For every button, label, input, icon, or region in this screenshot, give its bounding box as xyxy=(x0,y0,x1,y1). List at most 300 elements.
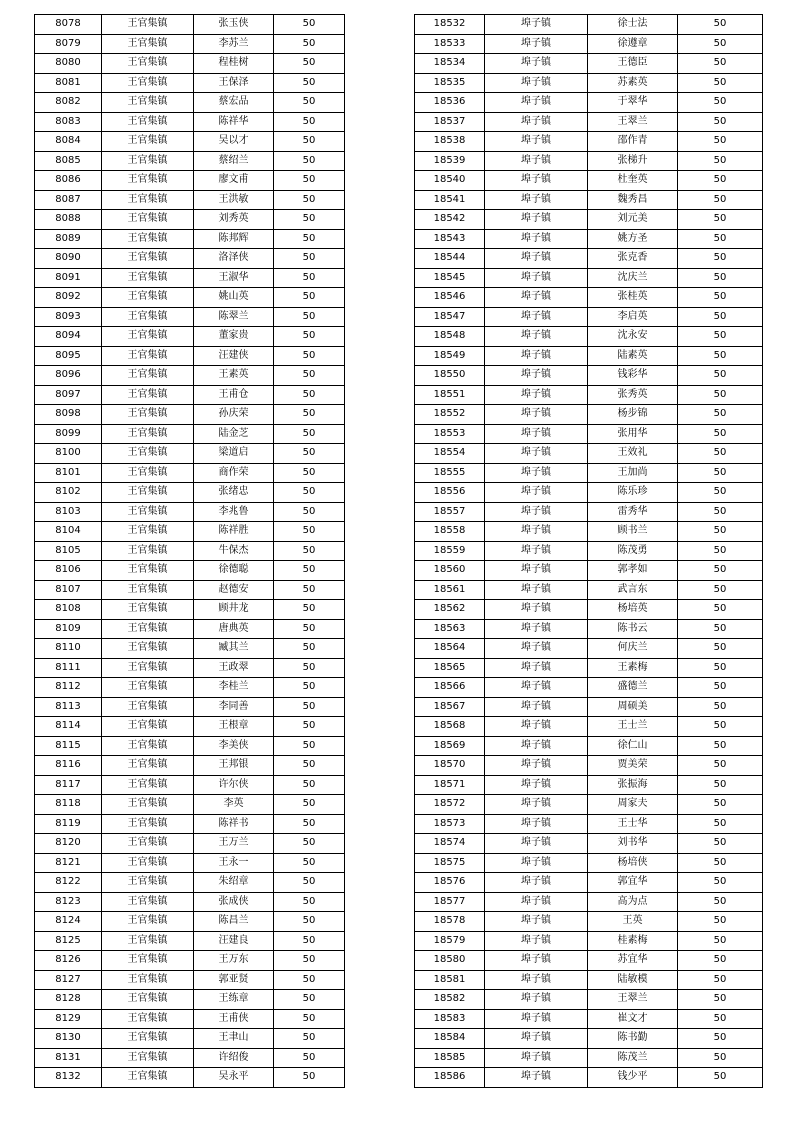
row-number-cell: 8084 xyxy=(35,132,102,152)
row-number-cell: 8114 xyxy=(35,717,102,737)
name-cell: 陈祥胜 xyxy=(194,522,274,542)
table-row xyxy=(415,892,763,912)
name-cell: 苏宜华 xyxy=(588,951,678,971)
name-cell: 陈邦辉 xyxy=(194,229,274,249)
town-cell: 埠子镇 xyxy=(485,834,588,854)
town-cell: 王官集镇 xyxy=(102,717,194,737)
name-cell: 王翠兰 xyxy=(588,990,678,1010)
name-cell: 刘秀英 xyxy=(194,210,274,230)
table-row xyxy=(415,717,763,737)
amount-cell: 50 xyxy=(678,678,763,698)
name-cell: 张梯升 xyxy=(588,151,678,171)
table-row xyxy=(35,171,345,191)
town-cell: 埠子镇 xyxy=(485,132,588,152)
row-number-cell: 18584 xyxy=(415,1029,485,1049)
amount-cell: 50 xyxy=(274,814,345,834)
amount-cell: 50 xyxy=(678,346,763,366)
amount-cell: 50 xyxy=(678,444,763,464)
name-cell: 郭亚贤 xyxy=(194,970,274,990)
name-cell: 杨步锦 xyxy=(588,405,678,425)
amount-cell: 50 xyxy=(274,775,345,795)
table-row xyxy=(415,756,763,776)
amount-cell: 50 xyxy=(678,34,763,54)
name-cell: 贾美荣 xyxy=(588,756,678,776)
name-cell: 陈茂勇 xyxy=(588,541,678,561)
row-number-cell: 8086 xyxy=(35,171,102,191)
name-cell: 杜奎英 xyxy=(588,171,678,191)
town-cell: 埠子镇 xyxy=(485,54,588,74)
table-row xyxy=(35,834,345,854)
town-cell: 埠子镇 xyxy=(485,912,588,932)
town-cell: 埠子镇 xyxy=(485,931,588,951)
name-cell: 董家贵 xyxy=(194,327,274,347)
name-cell: 张绪忠 xyxy=(194,483,274,503)
amount-cell: 50 xyxy=(678,717,763,737)
town-cell: 王官集镇 xyxy=(102,600,194,620)
amount-cell: 50 xyxy=(274,34,345,54)
row-number-cell: 18556 xyxy=(415,483,485,503)
name-cell: 徐仁山 xyxy=(588,736,678,756)
row-number-cell: 8120 xyxy=(35,834,102,854)
amount-cell: 50 xyxy=(678,210,763,230)
right-roster-table xyxy=(414,14,763,1088)
name-cell: 赵德安 xyxy=(194,580,274,600)
town-cell: 王官集镇 xyxy=(102,132,194,152)
town-cell: 埠子镇 xyxy=(485,522,588,542)
table-row xyxy=(35,483,345,503)
name-cell: 唐典英 xyxy=(194,619,274,639)
row-number-cell: 18546 xyxy=(415,288,485,308)
town-cell: 王官集镇 xyxy=(102,327,194,347)
table-row xyxy=(415,951,763,971)
town-cell: 王官集镇 xyxy=(102,853,194,873)
table-row xyxy=(35,151,345,171)
town-cell: 王官集镇 xyxy=(102,775,194,795)
row-number-cell: 18543 xyxy=(415,229,485,249)
town-cell: 王官集镇 xyxy=(102,54,194,74)
row-number-cell: 8112 xyxy=(35,678,102,698)
row-number-cell: 18586 xyxy=(415,1068,485,1088)
town-cell: 埠子镇 xyxy=(485,658,588,678)
amount-cell: 50 xyxy=(678,112,763,132)
amount-cell: 50 xyxy=(678,892,763,912)
name-cell: 蔡绍兰 xyxy=(194,151,274,171)
amount-cell: 50 xyxy=(678,697,763,717)
town-cell: 王官集镇 xyxy=(102,483,194,503)
name-cell: 汪建良 xyxy=(194,931,274,951)
table-row xyxy=(415,73,763,93)
table-row xyxy=(415,268,763,288)
amount-cell: 50 xyxy=(274,229,345,249)
amount-cell: 50 xyxy=(274,346,345,366)
amount-cell: 50 xyxy=(274,853,345,873)
table-row xyxy=(35,873,345,893)
row-number-cell: 18580 xyxy=(415,951,485,971)
table-row xyxy=(35,892,345,912)
town-cell: 埠子镇 xyxy=(485,678,588,698)
row-number-cell: 18565 xyxy=(415,658,485,678)
table-row xyxy=(35,931,345,951)
name-cell: 王甫仓 xyxy=(194,385,274,405)
amount-cell: 50 xyxy=(678,132,763,152)
row-number-cell: 8126 xyxy=(35,951,102,971)
name-cell: 陆素英 xyxy=(588,346,678,366)
town-cell: 王官集镇 xyxy=(102,424,194,444)
town-cell: 王官集镇 xyxy=(102,912,194,932)
name-cell: 郭孝如 xyxy=(588,561,678,581)
town-cell: 王官集镇 xyxy=(102,522,194,542)
row-number-cell: 8090 xyxy=(35,249,102,269)
town-cell: 埠子镇 xyxy=(485,190,588,210)
amount-cell: 50 xyxy=(274,834,345,854)
town-cell: 埠子镇 xyxy=(485,502,588,522)
amount-cell: 50 xyxy=(678,15,763,35)
town-cell: 王官集镇 xyxy=(102,444,194,464)
row-number-cell: 18583 xyxy=(415,1009,485,1029)
town-cell: 王官集镇 xyxy=(102,463,194,483)
amount-cell: 50 xyxy=(678,541,763,561)
amount-cell: 50 xyxy=(678,600,763,620)
name-cell: 何庆兰 xyxy=(588,639,678,659)
table-row xyxy=(415,990,763,1010)
row-number-cell: 18554 xyxy=(415,444,485,464)
amount-cell: 50 xyxy=(678,931,763,951)
row-number-cell: 18549 xyxy=(415,346,485,366)
name-cell: 于翠华 xyxy=(588,93,678,113)
town-cell: 王官集镇 xyxy=(102,210,194,230)
row-number-cell: 18585 xyxy=(415,1048,485,1068)
table-row xyxy=(415,229,763,249)
town-cell: 埠子镇 xyxy=(485,873,588,893)
row-number-cell: 8121 xyxy=(35,853,102,873)
name-cell: 许绍俊 xyxy=(194,1048,274,1068)
table-row xyxy=(415,210,763,230)
table-row xyxy=(35,1068,345,1088)
table-row xyxy=(35,346,345,366)
town-cell: 埠子镇 xyxy=(485,561,588,581)
row-number-cell: 8099 xyxy=(35,424,102,444)
row-number-cell: 8118 xyxy=(35,795,102,815)
town-cell: 埠子镇 xyxy=(485,151,588,171)
town-cell: 王官集镇 xyxy=(102,1068,194,1088)
town-cell: 王官集镇 xyxy=(102,658,194,678)
table-row xyxy=(415,561,763,581)
amount-cell: 50 xyxy=(274,54,345,74)
amount-cell: 50 xyxy=(678,73,763,93)
town-cell: 王官集镇 xyxy=(102,736,194,756)
row-number-cell: 18532 xyxy=(415,15,485,35)
name-cell: 陈乐珍 xyxy=(588,483,678,503)
amount-cell: 50 xyxy=(678,171,763,191)
name-cell: 李美侠 xyxy=(194,736,274,756)
amount-cell: 50 xyxy=(274,288,345,308)
row-number-cell: 18563 xyxy=(415,619,485,639)
row-number-cell: 18550 xyxy=(415,366,485,386)
row-number-cell: 8131 xyxy=(35,1048,102,1068)
amount-cell: 50 xyxy=(274,210,345,230)
amount-cell: 50 xyxy=(274,619,345,639)
table-row xyxy=(415,736,763,756)
table-row xyxy=(35,717,345,737)
amount-cell: 50 xyxy=(274,795,345,815)
amount-cell: 50 xyxy=(274,424,345,444)
name-cell: 王英 xyxy=(588,912,678,932)
row-number-cell: 18553 xyxy=(415,424,485,444)
table-row xyxy=(415,171,763,191)
row-number-cell: 18571 xyxy=(415,775,485,795)
town-cell: 王官集镇 xyxy=(102,873,194,893)
amount-cell: 50 xyxy=(274,639,345,659)
amount-cell: 50 xyxy=(678,756,763,776)
row-number-cell: 8125 xyxy=(35,931,102,951)
table-row xyxy=(415,327,763,347)
table-row xyxy=(415,639,763,659)
table-row xyxy=(415,619,763,639)
name-cell: 沈永安 xyxy=(588,327,678,347)
table-row xyxy=(35,288,345,308)
row-number-cell: 18570 xyxy=(415,756,485,776)
table-row xyxy=(35,366,345,386)
table-row xyxy=(35,1048,345,1068)
town-cell: 埠子镇 xyxy=(485,814,588,834)
name-cell: 邵作青 xyxy=(588,132,678,152)
name-cell: 徐遵章 xyxy=(588,34,678,54)
name-cell: 姚方圣 xyxy=(588,229,678,249)
name-cell: 王万东 xyxy=(194,951,274,971)
table-row xyxy=(35,600,345,620)
left-roster-body xyxy=(35,15,345,1088)
amount-cell: 50 xyxy=(274,171,345,191)
row-number-cell: 18555 xyxy=(415,463,485,483)
row-number-cell: 8098 xyxy=(35,405,102,425)
town-cell: 王官集镇 xyxy=(102,151,194,171)
row-number-cell: 18548 xyxy=(415,327,485,347)
amount-cell: 50 xyxy=(274,132,345,152)
town-cell: 埠子镇 xyxy=(485,34,588,54)
town-cell: 埠子镇 xyxy=(485,853,588,873)
amount-cell: 50 xyxy=(678,1029,763,1049)
town-cell: 埠子镇 xyxy=(485,619,588,639)
town-cell: 埠子镇 xyxy=(485,229,588,249)
name-cell: 武言东 xyxy=(588,580,678,600)
name-cell: 盛德兰 xyxy=(588,678,678,698)
row-number-cell: 8107 xyxy=(35,580,102,600)
town-cell: 王官集镇 xyxy=(102,1009,194,1029)
amount-cell: 50 xyxy=(274,15,345,35)
town-cell: 埠子镇 xyxy=(485,580,588,600)
table-row xyxy=(415,873,763,893)
name-cell: 沈庆兰 xyxy=(588,268,678,288)
table-row xyxy=(35,229,345,249)
town-cell: 王官集镇 xyxy=(102,171,194,191)
name-cell: 臧其兰 xyxy=(194,639,274,659)
amount-cell: 50 xyxy=(678,1009,763,1029)
row-number-cell: 8111 xyxy=(35,658,102,678)
table-row xyxy=(415,385,763,405)
table-row xyxy=(415,795,763,815)
name-cell: 张克香 xyxy=(588,249,678,269)
table-row xyxy=(415,522,763,542)
name-cell: 许尔侠 xyxy=(194,775,274,795)
table-row xyxy=(415,405,763,425)
table-row xyxy=(415,1009,763,1029)
right-roster-body xyxy=(415,15,763,1088)
name-cell: 王素英 xyxy=(194,366,274,386)
table-row xyxy=(415,970,763,990)
table-row xyxy=(415,912,763,932)
amount-cell: 50 xyxy=(678,1048,763,1068)
row-number-cell: 8128 xyxy=(35,990,102,1010)
amount-cell: 50 xyxy=(678,853,763,873)
name-cell: 陈茂兰 xyxy=(588,1048,678,1068)
table-row xyxy=(35,132,345,152)
name-cell: 张桂英 xyxy=(588,288,678,308)
table-row xyxy=(35,502,345,522)
name-cell: 徐士法 xyxy=(588,15,678,35)
row-number-cell: 8085 xyxy=(35,151,102,171)
name-cell: 陈书云 xyxy=(588,619,678,639)
amount-cell: 50 xyxy=(274,502,345,522)
table-row xyxy=(415,853,763,873)
town-cell: 王官集镇 xyxy=(102,15,194,35)
row-number-cell: 8115 xyxy=(35,736,102,756)
amount-cell: 50 xyxy=(678,970,763,990)
town-cell: 埠子镇 xyxy=(485,483,588,503)
table-row xyxy=(415,366,763,386)
town-cell: 王官集镇 xyxy=(102,619,194,639)
amount-cell: 50 xyxy=(274,892,345,912)
name-cell: 商作荣 xyxy=(194,463,274,483)
amount-cell: 50 xyxy=(274,541,345,561)
amount-cell: 50 xyxy=(274,931,345,951)
table-row xyxy=(415,580,763,600)
town-cell: 王官集镇 xyxy=(102,190,194,210)
table-row xyxy=(415,1048,763,1068)
row-number-cell: 18534 xyxy=(415,54,485,74)
table-row xyxy=(415,249,763,269)
table-row xyxy=(415,132,763,152)
town-cell: 王官集镇 xyxy=(102,502,194,522)
table-row xyxy=(35,814,345,834)
table-row xyxy=(35,463,345,483)
town-cell: 王官集镇 xyxy=(102,112,194,132)
amount-cell: 50 xyxy=(678,249,763,269)
amount-cell: 50 xyxy=(678,463,763,483)
row-number-cell: 8122 xyxy=(35,873,102,893)
name-cell: 陈昌兰 xyxy=(194,912,274,932)
name-cell: 王素梅 xyxy=(588,658,678,678)
town-cell: 埠子镇 xyxy=(485,171,588,191)
table-row xyxy=(35,990,345,1010)
town-cell: 埠子镇 xyxy=(485,1068,588,1088)
town-cell: 埠子镇 xyxy=(485,288,588,308)
row-number-cell: 18572 xyxy=(415,795,485,815)
row-number-cell: 8081 xyxy=(35,73,102,93)
row-number-cell: 8096 xyxy=(35,366,102,386)
table-row xyxy=(415,424,763,444)
town-cell: 埠子镇 xyxy=(485,210,588,230)
amount-cell: 50 xyxy=(274,93,345,113)
table-row xyxy=(415,151,763,171)
town-cell: 埠子镇 xyxy=(485,775,588,795)
name-cell: 陈书勤 xyxy=(588,1029,678,1049)
town-cell: 埠子镇 xyxy=(485,717,588,737)
row-number-cell: 8130 xyxy=(35,1029,102,1049)
town-cell: 王官集镇 xyxy=(102,639,194,659)
name-cell: 周硕美 xyxy=(588,697,678,717)
amount-cell: 50 xyxy=(678,93,763,113)
town-cell: 王官集镇 xyxy=(102,73,194,93)
row-number-cell: 18542 xyxy=(415,210,485,230)
row-number-cell: 18540 xyxy=(415,171,485,191)
table-row xyxy=(415,15,763,35)
table-row xyxy=(35,34,345,54)
table-row xyxy=(35,112,345,132)
amount-cell: 50 xyxy=(274,736,345,756)
name-cell: 张秀英 xyxy=(588,385,678,405)
row-number-cell: 18536 xyxy=(415,93,485,113)
amount-cell: 50 xyxy=(678,639,763,659)
town-cell: 埠子镇 xyxy=(485,639,588,659)
name-cell: 桂素梅 xyxy=(588,931,678,951)
table-row xyxy=(35,619,345,639)
amount-cell: 50 xyxy=(274,717,345,737)
name-cell: 王士华 xyxy=(588,814,678,834)
amount-cell: 50 xyxy=(274,268,345,288)
name-cell: 钱少平 xyxy=(588,1068,678,1088)
table-row xyxy=(35,210,345,230)
table-row xyxy=(35,307,345,327)
amount-cell: 50 xyxy=(274,405,345,425)
town-cell: 埠子镇 xyxy=(485,424,588,444)
name-cell: 杨培英 xyxy=(588,600,678,620)
town-cell: 王官集镇 xyxy=(102,951,194,971)
amount-cell: 50 xyxy=(678,658,763,678)
row-number-cell: 8093 xyxy=(35,307,102,327)
amount-cell: 50 xyxy=(678,385,763,405)
name-cell: 吴永平 xyxy=(194,1068,274,1088)
amount-cell: 50 xyxy=(678,424,763,444)
town-cell: 王官集镇 xyxy=(102,834,194,854)
amount-cell: 50 xyxy=(678,522,763,542)
table-row xyxy=(415,54,763,74)
amount-cell: 50 xyxy=(678,951,763,971)
town-cell: 王官集镇 xyxy=(102,1048,194,1068)
table-row xyxy=(35,970,345,990)
row-number-cell: 8089 xyxy=(35,229,102,249)
amount-cell: 50 xyxy=(678,990,763,1010)
row-number-cell: 18552 xyxy=(415,405,485,425)
town-cell: 埠子镇 xyxy=(485,327,588,347)
amount-cell: 50 xyxy=(678,229,763,249)
row-number-cell: 8101 xyxy=(35,463,102,483)
name-cell: 王士兰 xyxy=(588,717,678,737)
amount-cell: 50 xyxy=(678,795,763,815)
row-number-cell: 8119 xyxy=(35,814,102,834)
table-row xyxy=(415,834,763,854)
amount-cell: 50 xyxy=(274,522,345,542)
town-cell: 埠子镇 xyxy=(485,600,588,620)
town-cell: 王官集镇 xyxy=(102,795,194,815)
table-row xyxy=(35,1029,345,1049)
table-row xyxy=(35,951,345,971)
name-cell: 王永一 xyxy=(194,853,274,873)
town-cell: 埠子镇 xyxy=(485,463,588,483)
name-cell: 王练章 xyxy=(194,990,274,1010)
amount-cell: 50 xyxy=(274,990,345,1010)
name-cell: 吴以才 xyxy=(194,132,274,152)
table-row xyxy=(35,424,345,444)
